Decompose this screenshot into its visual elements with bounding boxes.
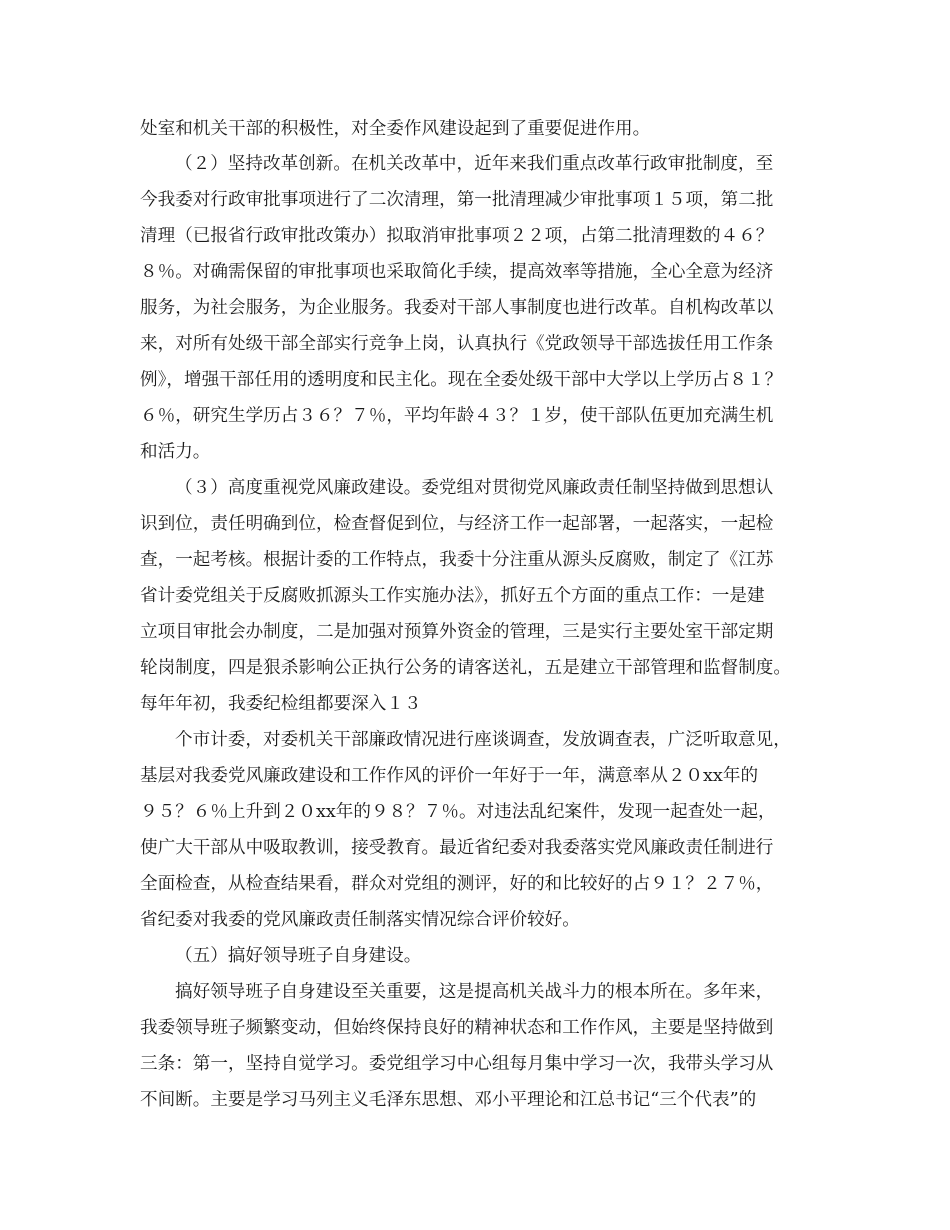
paragraph-line: 使广大干部从中吸取教训，接受教育。最近省纪委对我委落实党风廉政责任制进行 [140, 838, 774, 858]
paragraph-line: 省纪委对我委的党风廉政责任制落实情况综合评价较好。 [140, 910, 580, 930]
paragraph-line: 个市计委，对委机关干部廉政情况进行座谈调查，发放调查表，广泛听取意见， [175, 730, 791, 750]
paragraph-line: 识到位，责任明确到位，检查督促到位，与经济工作一起部署，一起落实，一起检 [140, 514, 774, 534]
paragraph-line: 不间断。主要是学习马列主义毛泽东思想、邓小平理论和江总书记“三个代表”的 [140, 1090, 757, 1110]
paragraph-line: 省计委党组关于反腐败抓源头工作实施办法》，抓好五个方面的重点工作：一是建 [140, 586, 765, 606]
paragraph-line: 基层对我委党风廉政建设和工作作风的评价一年好于一年，满意率从２０xx年的 [140, 766, 759, 786]
paragraph-line: 查，一起考核。根据计委的工作特点，我委十分注重从源头反腐败，制定了《江苏 [140, 550, 774, 570]
section-heading: （五）搞好领导班子自身建设。 [175, 946, 422, 966]
paragraph-line: 全面检查，从检查结果看，群众对党组的测评，好的和比较好的占９１？２７％， [140, 874, 774, 894]
paragraph-line: 例》，增强干部任用的透明度和民主化。现在全委处级干部中大学以上学历占８１？ [140, 370, 783, 390]
paragraph-line: 服务，为社会服务，为企业服务。我委对干部人事制度也进行改革。自机构改革以 [140, 298, 774, 318]
paragraph-line: （３）高度重视党风廉政建设。委党组对贯彻党风廉政责任制坚持做到思想认 [175, 478, 774, 498]
paragraph-line: 清理（已报省行政审批改策办）拟取消审批事项２２项，占第二批清理数的４６？ [140, 226, 774, 246]
paragraph-line: 轮岗制度，四是狠杀影响公正执行公务的请客送礼，五是建立干部管理和监督制度。 [140, 658, 791, 678]
paragraph-line: 立项目审批会办制度，二是加强对预算外资金的管理，三是实行主要处室干部定期 [140, 622, 774, 642]
paragraph-line: 每年年初，我委纪检组都要深入１３ [140, 694, 422, 714]
paragraph-line: （２）坚持改革创新。在机关改革中，近年来我们重点改革行政审批制度，至 [175, 154, 774, 174]
paragraph-line: ８％。对确需保留的审批事项也采取简化手续，提高效率等措施，全心全意为经济 [140, 262, 774, 282]
paragraph-line: 我委领导班子频繁变动，但始终保持良好的精神状态和工作作风，主要是坚持做到 [140, 1018, 774, 1038]
paragraph-line: ６％，研究生学历占３６？７％，平均年龄４３？１岁，使干部队伍更加充满生机 [140, 406, 774, 426]
paragraph-line: 来，对所有处级干部全部实行竞争上岗，认真执行《党政领导干部选拔任用工作条 [140, 334, 774, 354]
paragraph-line: ９５？６％上升到２０xx年的９８？７％。对违法乱纪案件，发现一起查处一起， [140, 802, 776, 822]
paragraph-line: 处室和机关干部的积极性，对全委作风建设起到了重要促进作用。 [140, 119, 651, 139]
paragraph-line: 和活力。 [140, 442, 211, 462]
paragraph-line: 三条：第一，坚持自觉学习。委党组学习中心组每月集中学习一次，我带头学习从 [140, 1054, 774, 1074]
paragraph-line: 搞好领导班子自身建设至关重要，这是提高机关战斗力的根本所在。多年来， [175, 982, 774, 1002]
paragraph-line: 今我委对行政审批事项进行了二次清理，第一批清理减少审批事项１５项，第二批 [140, 190, 774, 210]
